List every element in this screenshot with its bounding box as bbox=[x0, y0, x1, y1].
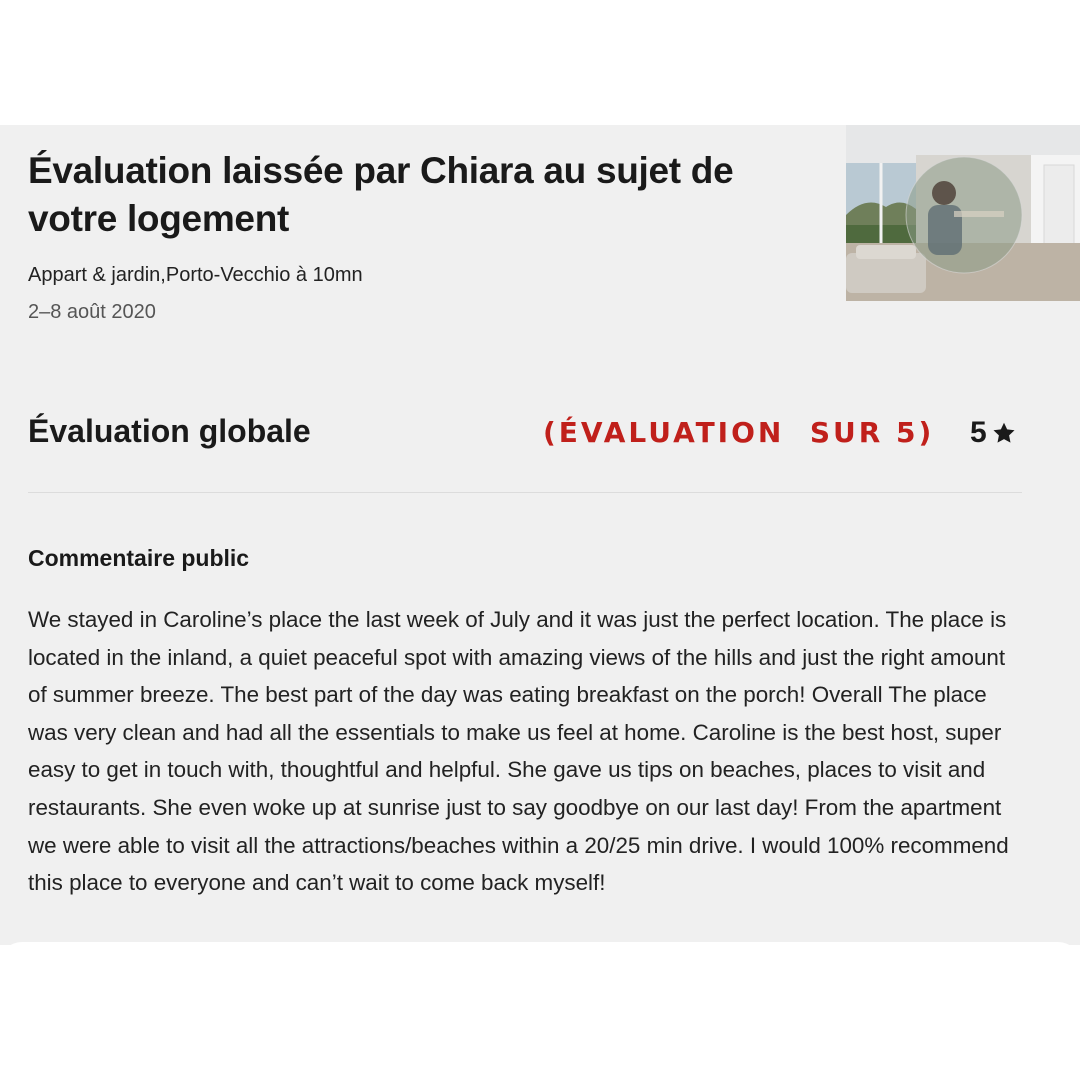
overall-rating-value bbox=[970, 416, 1017, 450]
public-comment-label: Commentaire public bbox=[28, 545, 250, 571]
star-icon bbox=[991, 420, 1017, 446]
review-title: Évaluation laissée par Chiara au sujet de votre logement bbox=[28, 150, 734, 239]
listing-photo[interactable] bbox=[846, 125, 1080, 301]
stay-dates: 2–8 août 2020 bbox=[28, 301, 156, 323]
overall-rating-label: Évaluation globale bbox=[28, 413, 311, 449]
review-card bbox=[0, 125, 1080, 945]
listing-name: Appart & jardin,Porto-Vecchio à 10mn bbox=[28, 264, 363, 286]
public-comment-text: We stayed in Caroline’s place the last week of July and it was just the perfect location. The place is located in the inland, a quiet peaceful spot with amazing views of the hills and just the right amount of summer breeze. The best part of the day was eating breakfast on the porch! Overall The place was very clean and had all the essentials to make us feel at home. Caroline is the best host, super easy to get in touch with, thoughtful and helpful. She gave us tips on beaches, places to visit and restaurants. She even woke up at sunrise just to say goodbye on our last day! From the apartment we were able to visit all the attractions/beaches within a 20/25 min drive. I would 100% recommend this place to everyone and can’t wait to come back myself! bbox=[28, 607, 1009, 896]
section-divider bbox=[28, 492, 1022, 493]
bottom-sheet bbox=[0, 942, 1080, 1080]
rating-score: 5 bbox=[970, 416, 987, 449]
rating-scale-annotation: (ÉVALUATION SUR 5) bbox=[543, 416, 935, 449]
listing-photo-image bbox=[846, 125, 1080, 301]
